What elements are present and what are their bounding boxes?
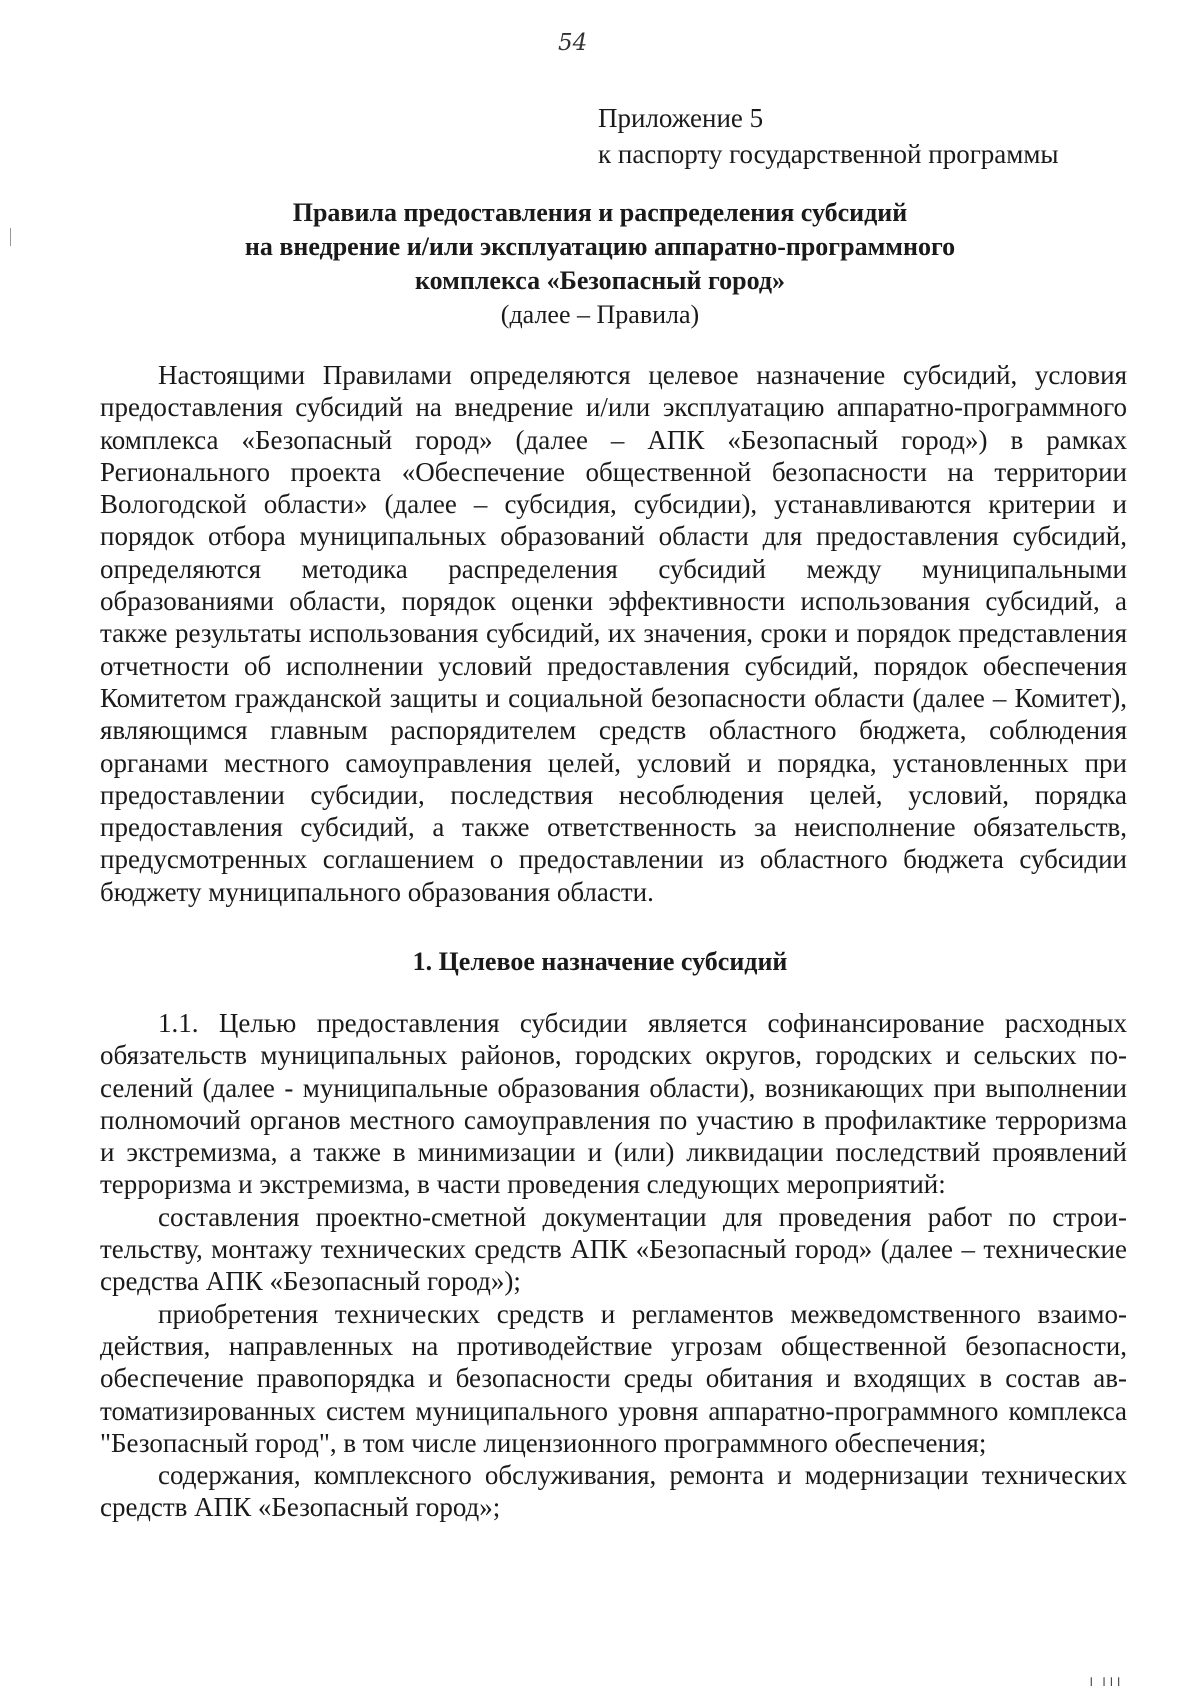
section-1-body [100, 1007, 1127, 1524]
scan-edge-marks: । ।।। [1088, 1675, 1123, 1690]
paragraph-maintenance: содержания, комплексного обслуживания, ремонта и модернизации технических средств АПК «Безопасный город»; [100, 1460, 1127, 1523]
section-1-heading: 1. Целевое назначение субсидий [412, 947, 788, 976]
appendix-header [598, 100, 1059, 172]
paragraph-design-docs: составления проектно-сметной документации для проведения работ по строительству, монтажу технических средств АПК «Безопасный город» (далее – технические средства АПК «Безопасный город»); [100, 1201, 1127, 1297]
handwritten-page-number: 54 [558, 30, 588, 56]
appendix-line-1: Приложение 5 [598, 103, 764, 133]
title-subtitle: (далее – Правила) [500, 300, 700, 329]
title-line-3: комплекса «Безопасный город» [415, 266, 785, 295]
appendix-line-2: к паспорту государственной программы [598, 139, 1059, 169]
document-title [100, 196, 1100, 332]
scan-margin-mark [10, 228, 11, 246]
paragraph-acquisition: приобретения технических средств и регламентов межведомственного взаимодействия, направленных на противодействие угрозам общественной безопасности, обеспечение правопорядка и безопасности среды обитания и входящих в состав автоматизированных систем муниципального уровня аппаратно-программного комплекса "Безопасный город", в том числе лицензионного программного обеспечения; [100, 1298, 1127, 1458]
paragraph-1-1: 1.1. Целью предоставления субсидии является софинансирование расходных обязательств муниципальных районов, городских округов, городских и сельских поселений (далее - муниципальные образования области), возникающих при выполнении полномочий органов местного самоуправления по участию в профилактике терроризма и экстремизма, а также в минимизации и (или) ликвидации последствий проявлений терроризма и экстремизма, в части проведения следующих мероприятий: [100, 1008, 1127, 1200]
intro-section [100, 359, 1127, 908]
title-line-2: на внедрение и/или эксплуатацию аппаратно-программного [244, 232, 956, 261]
title-line-1: Правила предоставления и распределения субсидий [292, 198, 908, 227]
intro-paragraph: Настоящими Правилами определяются целевое назначение субсидий, условия предоставления субсидий на внедрение и/или эксплуатацию аппаратно-программного комплекса «Безопасный город» (далее – АПК «Безопасный город») в рамках Регионального проекта «Обеспечение общественной безопасности на территории Вологодской области» (далее – субсидия, субсидии), устанавливаются критерии и порядок отбора муниципальных образований области для предоставления субсидий, определяются методика распределения субсидий между муниципальными образованиями области, порядок оценки эффективности использования субсидий, а также результаты использования субсидий, их значения, сроки и порядок представления отчетности об исполнении условий предоставления субсидий, порядок обеспечения Комитетом гражданской защиты и социальной безопасности области (далее – Комитет), являющимся главным распорядителем средств областного бюджета, соблюдения органами местного самоуправления целей, условий и порядка, установленных при предоставлении субсидии, последствия несоблюдения целей, условий, порядка предоставления субсидий, а также ответственность за неисполнение обязательств, предусмотренных соглашением о предоставлении из областного бюджета субсидии бюджету муниципального образования области. [100, 360, 1127, 907]
